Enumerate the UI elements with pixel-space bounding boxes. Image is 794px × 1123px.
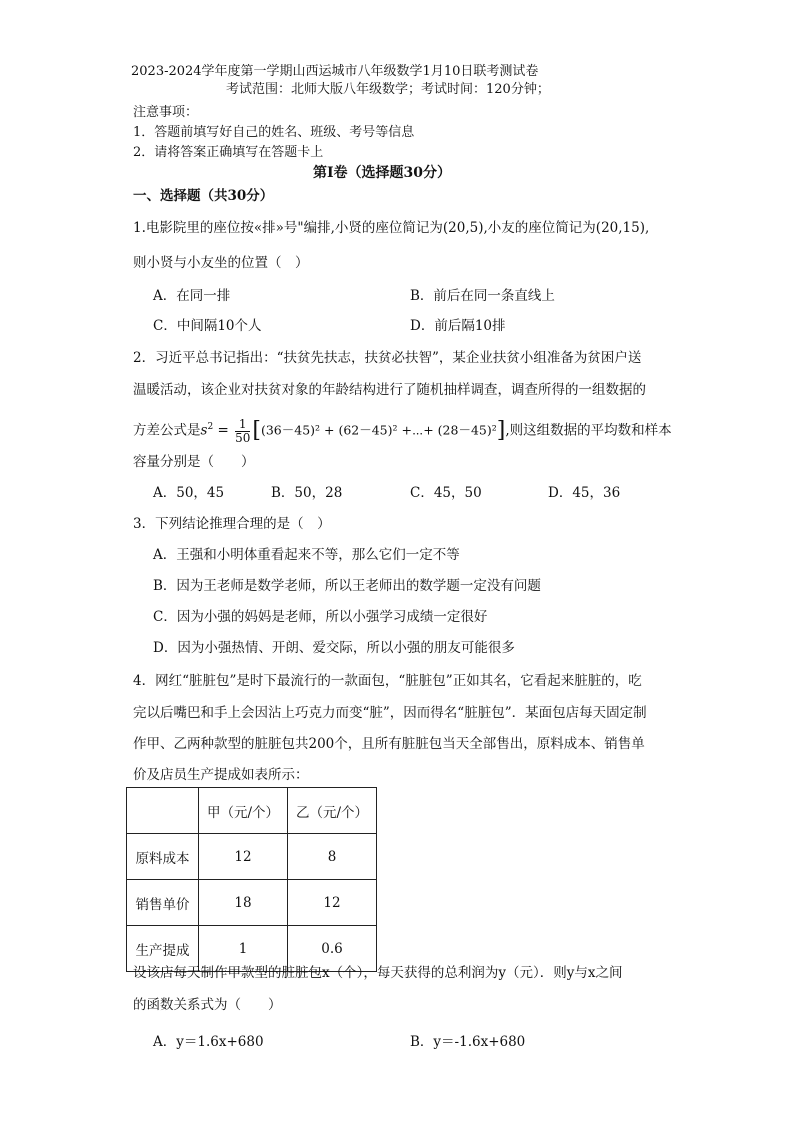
table-cell: 12	[288, 880, 377, 926]
table-cell: 8	[288, 834, 377, 880]
q1-coord-1: (20,5)	[442, 220, 484, 236]
table-cell: 销售单价	[127, 880, 199, 926]
note-item: 1．答题前填写好自己的姓名、班级、考号等信息	[133, 125, 415, 140]
q1-coord-2: (20,15)	[595, 220, 645, 236]
table-row	[127, 880, 377, 926]
q1-option-a: A．在同一排	[153, 288, 231, 304]
question-2-line2: 温暖活动，该企业对扶贫对象的年龄结构进行了随机抽样调查，调查所得的一组数据的	[133, 382, 646, 398]
q1-stem-b: ,小友的座位简记为	[483, 220, 596, 236]
table-header-cell	[127, 788, 199, 834]
table-row	[127, 834, 377, 880]
q1-stem-c: ,	[644, 220, 650, 236]
part-title: 一、选择题（共30分）	[133, 188, 274, 204]
table-header-cell: 甲（元/个）	[199, 788, 288, 834]
table-cell: 18	[199, 880, 288, 926]
table-header-row	[127, 788, 377, 834]
fraction	[235, 418, 250, 445]
question-2-line1: 2．习近平总书记指出：“扶贫先扶志，扶贫必扶智”，某企业扶贫小组准备为贫困户送	[133, 350, 642, 366]
question-4-line3: 作甲、乙两种款型的脏脏包共200个，且所有脏脏包当天全部售出，原料成本、销售单	[133, 736, 645, 752]
cost-table	[126, 787, 377, 972]
table-header-cell: 乙（元/个）	[288, 788, 377, 834]
q1-option-c: C．中间隔10个人	[153, 318, 262, 334]
q1-option-b: B．前后在同一条直线上	[410, 288, 555, 304]
q1-stem-a: 1.电影院里的座位按«排»号"编排,小贤的座位简记为	[133, 220, 443, 236]
fraction-numerator: 1	[235, 418, 250, 432]
q1-option-d: D．前后隔10排	[410, 318, 506, 334]
table-cell: 0.6	[288, 926, 377, 972]
q2-option-c: C．45，50	[410, 485, 482, 501]
question-4-after-line1: 设该店每天制作甲款型的脏脏包x（个），每天获得的总利润为y（元）．则y与x之间	[133, 965, 623, 981]
fraction-denominator: 50	[235, 430, 251, 445]
question-2-line4: 容量分别是（ ）	[133, 454, 255, 470]
table-cell: 1	[199, 926, 288, 972]
table-cell: 原料成本	[127, 834, 199, 880]
q2-option-a: A．50，45	[153, 485, 225, 501]
q4-option-b: B．y＝-1.6x+680	[410, 1034, 526, 1050]
q2-option-b: B．50，28	[271, 485, 343, 501]
question-4-after-line2: 的函数关系式为（ ）	[133, 997, 282, 1013]
exam-subtitle: 考试范围：北师大版八年级数学；考试时间：120分钟；	[226, 82, 550, 97]
q3-option-c: C．因为小强的妈妈是老师，所以小强学习成绩一定很好	[153, 609, 488, 625]
notes-title: 注意事项：	[133, 105, 199, 120]
question-1-stem	[133, 219, 649, 237]
variance-terms: (36－45)² + (62－45)² +⋯+ (28－45)²	[260, 422, 497, 438]
table-cell: 12	[199, 834, 288, 880]
q2-line3-b: ,则这组数据的平均数和样本	[505, 422, 672, 439]
q2-line3-a: 方差公式是	[133, 422, 201, 439]
q2-option-d: D．45，36	[548, 485, 621, 501]
q4-option-a: A．y＝1.6x+680	[153, 1034, 264, 1050]
right-bracket: ]	[496, 418, 506, 443]
q3-option-b: B．因为王老师是数学老师，所以王老师出的数学题一定没有问题	[153, 578, 541, 594]
question-3-stem: 3．下列结论推理合理的是（ ）	[133, 516, 331, 532]
variance-symbol: s	[200, 422, 208, 439]
note-item: 2．请将答案正确填写在答题卡上	[133, 145, 324, 160]
variance-exponent: 2	[207, 422, 214, 432]
table-cell: 生产提成	[127, 926, 199, 972]
left-bracket: [	[252, 418, 261, 443]
exam-title: 2023-2024学年度第一学期山西运城市八年级数学1月10日联考测试卷	[131, 64, 539, 79]
question-4-line2: 完以后嘴巴和手上会因沾上巧克力而变“脏”，因而得名“脏脏包”．某面包店每天固定制	[133, 705, 647, 721]
question-4-line4: 价及店员生产提成如表所示：	[133, 767, 309, 783]
question-4-line1: 4．网红“脏脏包”是时下最流行的一款面包，“脏脏包”正如其名，它看起来脏脏的，吃	[133, 673, 642, 689]
q3-option-d: D．因为小强热情、开朗、爱交际，所以小强的朋友可能很多	[153, 640, 515, 656]
volume-title: 第I卷（选择题30分）	[313, 165, 452, 181]
equals-sign: =	[213, 422, 234, 439]
question-2-formula-line	[133, 413, 672, 445]
q3-option-a: A．王强和小明体重看起来不等，那么它们一定不等	[153, 547, 460, 563]
question-1-stem-line2: 则小贤与小友坐的位置（ ）	[133, 255, 309, 271]
